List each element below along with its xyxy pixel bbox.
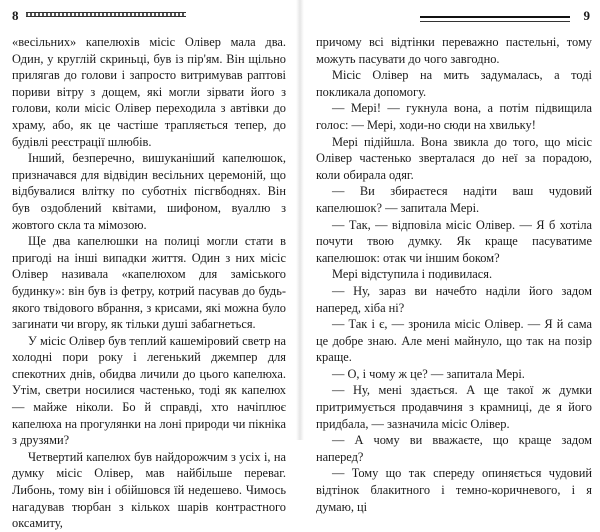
paragraph: — Ну, мені здається. А ще такої ж думки притримується продавчиня з крамниці, де я його придбала, — зазначила місіс Олівер. <box>316 383 592 431</box>
book-gutter <box>296 0 304 440</box>
paragraph: Ще два капелюшки на полиці могли стати в пригоді на інші випадки життя. Один з них місіс Олівер називала «капелюхом для заміського будинку»: він був із фетру, котрий пасував до будь-якого твідового вбрання, з крисами, які можна було загинати чи вгору, як тільки душі забагнеться. <box>12 234 286 332</box>
left-page <box>6 0 290 531</box>
paragraph: Мері підійшла. Вона звикла до того, що місіс Олівер частенько зверталася до неї за порадою, коли обирала одяг. <box>316 134 592 182</box>
paragraph: У місіс Олівер був теплий кашеміровий светр на холодні пори року і легенький джемпер для спекотних днів, обидва личили до цього капелюха. Утім, светри носилися частенько, тоді як капелюх — майже ніколи. Бо й справді, хто начіплює капелюха на прогулянки на лоні природи чи пікніка з друзями? <box>12 333 286 448</box>
right-page <box>310 0 596 514</box>
paragraph: — Так, — відповіла місіс Олівер. — Я б хотіла почути твою думку. Як краще пасуватиме капелюшок: отак чи іншим боком? <box>316 217 592 265</box>
left-page-number: 8 <box>12 8 19 23</box>
paragraph: — Ну, зараз ви начебто наділи його задом наперед, хіба ні? <box>316 283 592 315</box>
right-page-number: 9 <box>583 8 590 23</box>
paragraph: — О, і чому ж це? — запитала Мері. <box>332 366 525 381</box>
paragraph: Місіс Олівер на мить задумалась, а тоді покликала допомогу. <box>316 68 592 99</box>
left-header-rule <box>26 12 186 17</box>
paragraph: Четвертий капелюх був найдорожчим з усіх і, на думку місіс Олівер, мав найбільше переваг. Либонь, тому він і обійшовся їй недешево. Чимось нагадував тюрбан з кількох шарів контрастного оксамиту, <box>12 449 286 531</box>
paragraph: — Ви збираєтеся надіти ваш чудовий капелюшок? — запитала Мері. <box>316 184 592 215</box>
right-header-rule <box>420 16 570 22</box>
right-page-text <box>316 34 592 515</box>
right-page-header <box>310 0 596 30</box>
paragraph: — Тому що так спереду опиняється чудовий відтінок блакитного і темно-коричневого, і я думаю, ці <box>316 466 592 514</box>
paragraph: Інший, безперечно, вишуканіший капелюшок, призначався для відвідин весільних церемоній, що відбувалися влітку по суботніх пісгвбоднях. Він був оздоблений квітами, шифоном, вуаллю з жовтого скла та мімозою. <box>12 151 286 232</box>
paragraph: — А чому ви вважаєте, що краще задом наперед? <box>316 433 592 464</box>
paragraph: Мері відступила і подивилася. <box>332 267 493 282</box>
paragraph: — Мері! — гукнула вона, а потім підвищила голос: — Мері, ходи-но сюди на хвильку! <box>316 101 592 132</box>
left-page-text <box>12 34 286 532</box>
paragraph: — Так і є, — зронила місіс Олівер. — Я й сама це добре знаю. Але мені майнуло, що так на позір краще. <box>316 317 592 365</box>
left-page-header <box>6 0 290 30</box>
paragraph: причому всі відтінки переважно пастельні, тому можуть пасувати до чого завгодно. <box>316 35 592 66</box>
paragraph: «весільних» капелюхів місіс Олівер мала два. Один, у круглій скриньці, був із пір'ям. Він щільно прилягав до голови і запросто витримував раптові пориви вітру з дощем, які могли зірвати його з голови, коли місіс Олівер переходила з автівки до храму, або, як це частіше трапляється тепер, до будівлі реєстрації шлюбів. <box>12 35 286 149</box>
